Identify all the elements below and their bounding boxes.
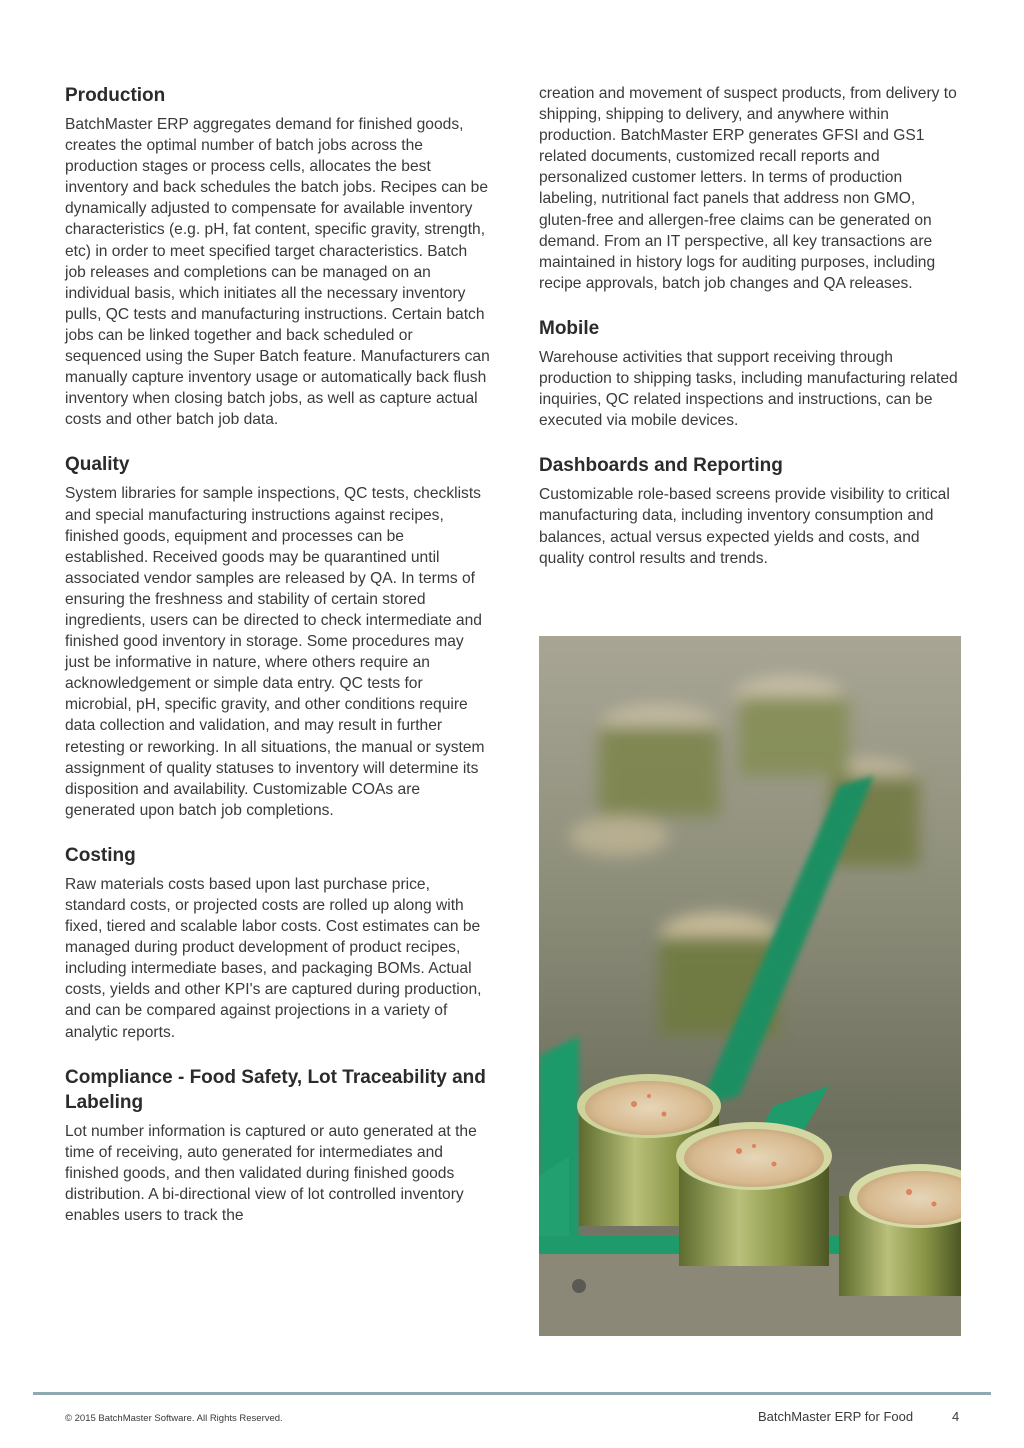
heading-production: Production — [65, 85, 166, 106]
heading-costing: Costing — [65, 844, 136, 866]
photo-illustration — [539, 636, 961, 1336]
body-compliance: Lot number information is captured or auto generated at the time of receiving, auto generated for intermediates and finished goods, and then validated during finished goods distribution. A bi-directional view of lot controlled inventory enables users to track the — [65, 1122, 477, 1225]
section-costing — [65, 843, 490, 1043]
right-column — [539, 83, 964, 591]
heading-dashboards: Dashboards and Reporting — [539, 455, 783, 477]
body-mobile: Warehouse activities that support receiving through production to shipping tasks, including manufacturing related inquiries, QC related inspections and instructions, can be executed via mobile devices. — [539, 348, 958, 430]
left-column — [65, 83, 490, 1248]
page-number: 4 — [952, 1409, 960, 1424]
heading-compliance: Compliance - Food Safety, Lot Traceability and Labeling — [65, 1066, 486, 1113]
footer-divider — [33, 1392, 991, 1395]
body-dashboards: Customizable role-based screens provide visibility to critical manufacturing data, including inventory consumption and balances, actual versus expected yields and costs, and quality control results and trends. — [539, 486, 950, 567]
section-compliance — [65, 1065, 490, 1226]
section-compliance-continued — [539, 83, 964, 294]
body-quality: System libraries for sample inspections, QC tests, checklists and special manufacturing instructions against recipes, finished goods, equipment and processes can be established. Received goods may be quarantined until associated vendor samples are released by QA. In terms of ensuring the freshness and stability of certain stored ingredients, users can be directed to check intermediate and finished good inventory in storage. Some procedures may just be informative in nature, where others require an acknowledgement or simple data entry. QC tests for microbial, pH, specific gravity, and other conditions require data collection and validation, and may result in further retesting or reworking. In all situations, the manual or system assignment of quality statuses to inventory will determine its disposition and availability. Customizable COAs are generated upon batch job completions. — [65, 485, 485, 819]
section-dashboards — [539, 453, 964, 568]
body-production: BatchMaster ERP aggregates demand for finished goods, creates the optimal number of batch jobs across the production stages or process cells, allocates the best inventory and back schedules the batch jobs. Recipes can be dynamically adjusted to compensate for available inventory characteristics (e.g. pH, fat content, specific gravity, strength, etc) in order to meet specified target characteristics. Batch job releases and completions can be managed on an individual basis, which initiates all the necessary inventory pulls, QC tests and manufacturing instructions. Certain batch jobs can be linked together and back scheduled or sequenced using the Super Batch feature. Manufacturers can manually capture inventory usage or automatically back flush inventory when closing batch jobs, as well as capture actual costs and other batch job data. — [65, 116, 490, 429]
canned-food-production-line-photo — [539, 636, 961, 1336]
heading-mobile: Mobile — [539, 317, 600, 339]
footer-copyright: © 2015 BatchMaster Software. All Rights Reserved. — [65, 1413, 283, 1424]
heading-quality: Quality — [65, 454, 130, 476]
body-compliance-continued: creation and movement of suspect products, from delivery to shipping, shipping to delivery, and anywhere within production. BatchMaster ERP generates GFSI and GS1 related documents, customized recall reports and personalized customer letters. In terms of production labeling, nutritional fact panels that address non GMO, gluten-free and allergen-free claims can be generated on demand. From an IT perspective, all key transactions are maintained in history logs for auditing purposes, including recipe approvals, batch job changes and QA releases. — [539, 85, 957, 292]
section-mobile — [539, 316, 964, 431]
footer-product-name: BatchMaster ERP for Food — [758, 1409, 914, 1424]
section-production — [65, 83, 490, 430]
section-quality — [65, 452, 490, 821]
body-costing: Raw materials costs based upon last purchase price, standard costs, or projected costs are rolled up along with fixed, tiered and scalable labor costs. Cost estimates can be managed during product development of product recipes, including intermediate bases, and packaging BOMs. Actual costs, yields and other KPI's are captured during production, and can be compared against projections in a variety of analytic reports. — [65, 875, 482, 1041]
